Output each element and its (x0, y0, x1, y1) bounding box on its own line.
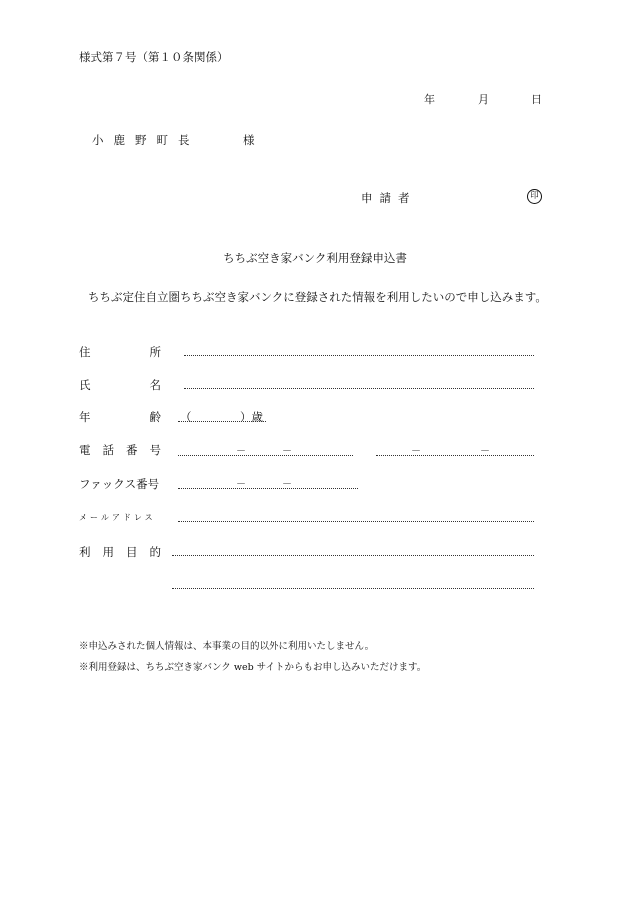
name-field[interactable] (184, 388, 534, 389)
date-month-label: 月 (478, 93, 489, 106)
fax-label: ファックス番号 (79, 477, 160, 491)
address-label: 住 所 (79, 345, 161, 359)
date-day-label: 日 (531, 93, 542, 106)
fax-dash-1: － (236, 479, 246, 490)
age-label: 年 齢 (79, 410, 161, 424)
seal-mark-icon: 印 (527, 189, 542, 204)
note-web: ※利用登録は、ちちぶ空き家バンク web サイトからもお申し込みいただけます。 (79, 662, 427, 673)
phone-label: 電 話 番 号 (79, 443, 161, 457)
age-open-paren: （ (180, 410, 192, 424)
phone-1-dash-1: － (236, 446, 246, 457)
note-privacy: ※申込みされた個人情報は、本事業の目的以外に利用いたしません。 (79, 641, 375, 652)
form-title: ちちぶ空き家バンク利用登録申込書 (223, 251, 407, 265)
phone-field-2[interactable] (376, 455, 534, 456)
email-field[interactable] (178, 521, 534, 522)
honorific: 様 (243, 133, 255, 147)
form-code: 様式第７号（第１０条関係） (79, 50, 229, 64)
form-statement: ちちぶ定住自立圏ちちぶ空き家バンクに登録された情報を利用したいので申し込みます。 (88, 290, 547, 304)
fax-dash-2: － (282, 479, 292, 490)
purpose-field-line-1[interactable] (172, 555, 534, 556)
phone-field-1[interactable] (178, 455, 353, 456)
phone-2-dash-2: － (480, 446, 490, 457)
phone-2-dash-1: － (411, 446, 421, 457)
address-field[interactable] (184, 355, 534, 356)
addressee: 小鹿野町長 (92, 133, 200, 147)
fax-field[interactable] (178, 488, 358, 489)
phone-1-dash-2: － (282, 446, 292, 457)
name-label: 氏 名 (79, 378, 161, 392)
applicant-label: 申請者 (361, 191, 417, 205)
purpose-label: 利 用 目 的 (79, 545, 161, 559)
purpose-field-line-2[interactable] (172, 588, 534, 589)
age-field[interactable] (178, 421, 266, 422)
email-label: メールアドレス (79, 513, 156, 522)
age-unit: ）歳 (240, 410, 263, 424)
date-year-label: 年 (424, 93, 435, 106)
